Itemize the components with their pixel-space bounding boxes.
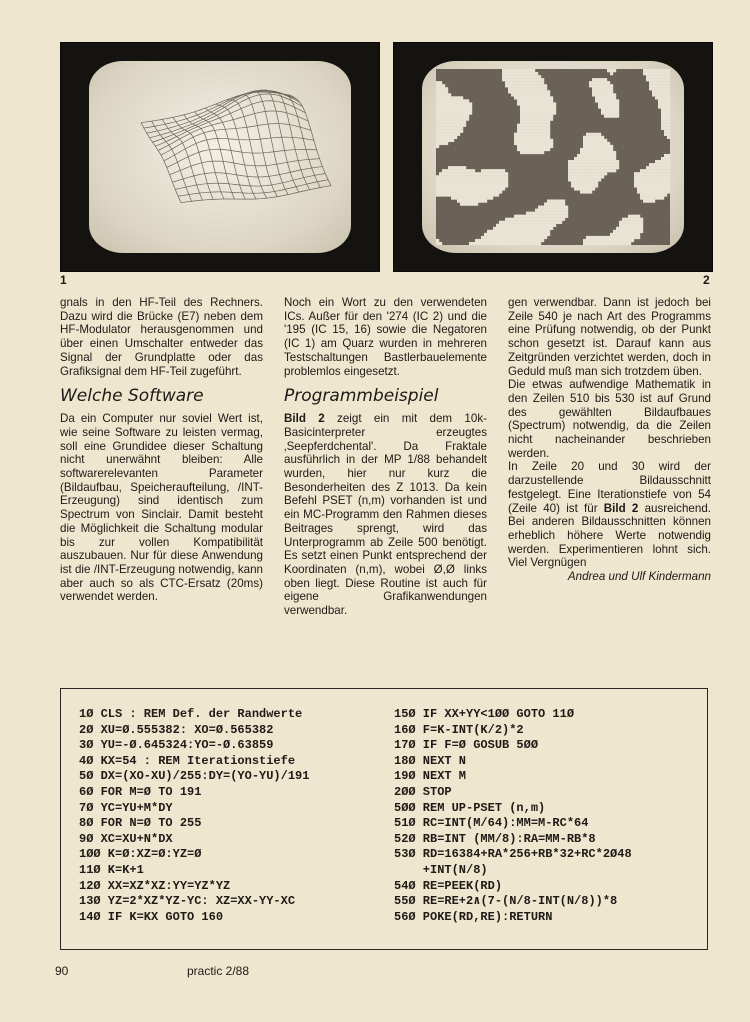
code-line: 13Ø YZ=2*XZ*YZ-YC: XZ=XX-YY-XC	[79, 894, 296, 909]
code-line: 52Ø RB=INT (MM/8):RA=MM-RB*8	[394, 831, 596, 846]
code-line: 15Ø IF XX+YY<1ØØ GOTO 11Ø	[394, 707, 575, 721]
code-line: 14Ø IF K=KX GOTO 160	[79, 909, 224, 924]
text-column-2	[284, 296, 487, 618]
wireframe-surface	[89, 61, 351, 253]
section-heading: Welche Software	[60, 386, 204, 407]
code-line: 16Ø F=K-INT(K/2)*2	[394, 722, 524, 737]
code-line: 5Ø DX=(XO-XU)/255:DY=(YO-YU)/191	[79, 769, 310, 784]
paragraph	[284, 412, 487, 618]
code-line: 12Ø XX=XZ*XZ:YY=YZ*YZ	[79, 878, 231, 893]
fractal-image	[422, 61, 684, 253]
paragraph: gen verwendbar. Dann ist jedoch bei Zeile 540 je nach Art des Programms eine Prüfung notwendig, ob der Punkt schon gesetzt ist. Darauf kann aus Zeitgründen verzichtet werden, doch in Geduld muß man sich trotzdem üben.	[508, 296, 711, 378]
paragraph-text: In Zeile 20 und 30 wird der darzustellende Bildausschnitt festgelegt. Eine Iterationstiefe von 54 (Zeile 40) ist für	[508, 460, 711, 515]
text-column-3	[508, 296, 711, 584]
code-line: 51Ø RC=INT(M/64):MM=M-RC*64	[394, 816, 589, 831]
code-line: 7Ø YC=YU+M*DY	[79, 800, 173, 815]
code-line: 55Ø RE=RE+2∧(7-(N/8-INT(N/8))*8	[394, 894, 618, 909]
code-line: 9Ø XC=XU+N*DX	[79, 831, 173, 846]
figure-reference: Bild 2	[284, 412, 325, 426]
code-line: 8Ø FOR N=Ø TO 255	[79, 816, 202, 831]
code-line: 56Ø POKE(RD,RE):RETURN	[394, 909, 553, 924]
code-line: 53Ø RD=16384+RA*256+RB*32+RC*2Ø48	[394, 847, 632, 862]
paragraph-text: zeigt ein mit dem 10k-Basicinterpreter erzeugtes ‚Seepferdchental'. Da Fraktale ausführlich in der MP 1/88 behandelt wurden, hier nur kurz die Besonderheiten des Z 1013. Da kein Befehl PSET (n,m) vorhanden ist und ein MC-Programm den Rahmen dieses Beitrages sprengt, wird das Unterprogramm ab Zeile 500 benötigt. Es setzt einen Punkt entsprechend der Koordinaten (n,m), wobei Ø,Ø links oben liegt. Diese Routine ist auch für eigene Grafikanwendungen verwendbar.	[284, 412, 487, 618]
code-line: 11Ø K=K+1	[79, 862, 144, 877]
monitor-screen	[422, 61, 684, 253]
publication-issue: practic 2/88	[187, 964, 250, 978]
code-line: 18Ø NEXT N	[394, 753, 467, 768]
author-credit: Andrea und Ulf Kindermann	[567, 570, 711, 584]
code-line: 4Ø KX=54 : REM Iterationstiefe	[79, 753, 296, 768]
code-line: +INT(N/8)	[394, 862, 488, 877]
paragraph: gnals in den HF-Teil des Rechners. Dazu wird die Brücke (E7) neben dem HF-Modulator herausgenommen und über einen Umschalter entweder das Signal der Grundplatte oder das Grafiksignal dem HF-Teil zugeführt.	[60, 296, 263, 378]
code-line: 1ØØ K=Ø:XZ=Ø:YZ=Ø	[79, 847, 202, 862]
paragraph: Da ein Computer nur soviel Wert ist, wie seine Software zu leisten vermag, soll eine Grundidee dieser Schaltung nicht unerwähnt bleiben: Alle softwarerelevanten Parameter (Bildaufbau, Speicheraufteilung, /INT-Erzeugung) sind identisch zum Spectrum von Sinclair. Damit besteht die Möglichkeit die Schaltung modular bis zur vollen Kompatibilität auszubauen. Nur für diese Anwendung ist die /INT-Erzeugung notwendig, kann aber auch so als CTC-Ersatz (20ms) verwendet werden.	[60, 412, 263, 604]
code-line: 2ØØ STOP	[394, 784, 452, 799]
code-line: 6Ø FOR M=Ø TO 191	[79, 784, 202, 799]
code-line: 2Ø XU=Ø.555382: XO=Ø.565382	[79, 722, 274, 737]
paragraph: Die etwas aufwendige Mathematik in den Zeilen 510 bis 530 ist auf Grund des gewählten Bildaufbaues (Spectrum) notwendig, da die Zeilen nicht nacheinander beschrieben werden.	[508, 378, 711, 460]
paragraph	[508, 460, 711, 570]
text-column-1	[60, 296, 263, 604]
figure-2-photo	[393, 42, 713, 272]
code-line: 54Ø RE=PEEK(RD)	[394, 878, 503, 893]
page-number: 90	[55, 964, 69, 978]
paragraph: Noch ein Wort zu den verwendeten ICs. Außer für den '274 (IC 2) und die '195 (IC 15, 16) sowie die Negatoren (IC 1) am Quarz wurden in mehreren Testschaltungen Bastlerbauelemente problemlos eingesetzt.	[284, 296, 487, 378]
figure-1-number: 1	[60, 273, 67, 287]
code-line: 3Ø YU=-Ø.645324:YO=-Ø.63859	[79, 738, 274, 753]
listing-column-right	[394, 707, 632, 925]
code-line: 1Ø CLS : REM Def. der Randwerte	[79, 707, 303, 721]
code-line: 19Ø NEXT M	[394, 769, 467, 784]
figure-reference: Bild 2	[603, 501, 639, 515]
listing-column-left	[79, 707, 309, 925]
figure-1-photo	[60, 42, 380, 272]
basic-program-listing	[60, 688, 708, 950]
figure-2-number: 2	[703, 273, 710, 287]
monitor-screen	[89, 61, 351, 253]
code-line: 17Ø IF F=Ø GOSUB 5ØØ	[394, 738, 539, 753]
code-line: 5ØØ REM UP-PSET (n,m)	[394, 800, 546, 815]
section-heading: Programmbeispiel	[284, 386, 439, 407]
paragraph-text: ausreichend. Bei anderen Bildausschnitten können erheblich höhere Werte notwendig werden. Experimentieren lohnt sich. Viel Vergnügen	[508, 501, 711, 570]
